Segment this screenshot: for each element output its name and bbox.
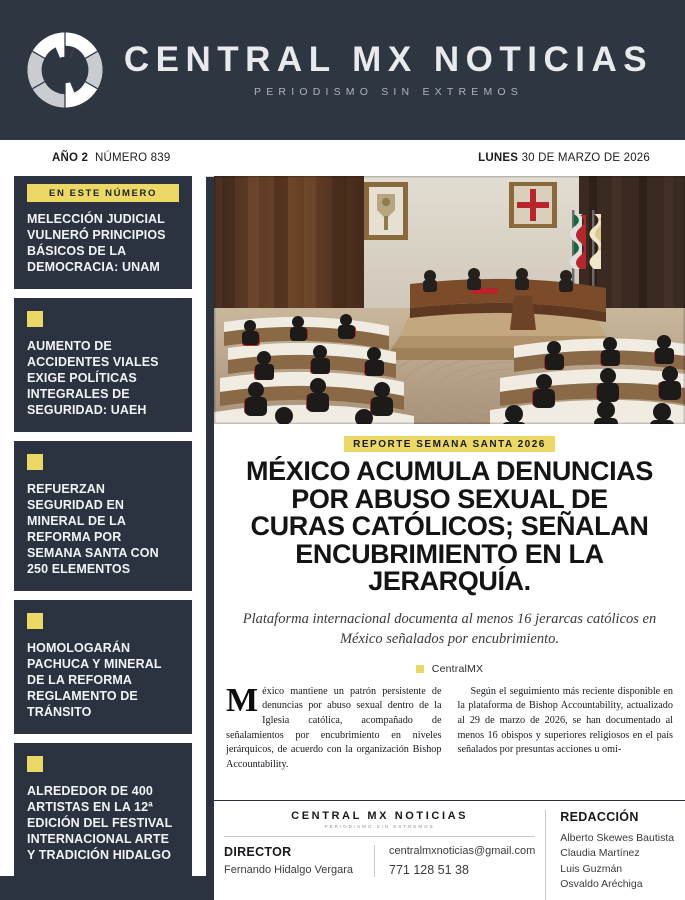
yellow-square-icon (27, 613, 43, 629)
lead-photo (214, 176, 685, 424)
colophon-left (224, 810, 545, 900)
article-column-2 (458, 685, 674, 772)
yellow-square-icon (27, 756, 43, 772)
footer-contact-row (224, 845, 535, 877)
lead-article (214, 424, 685, 800)
sidebar-item-label: HOMOLOGARÁN PACHUCA Y MINERAL DE LA REFORMA REGLAMENTO DE TRÁNSITO (27, 640, 162, 719)
staff-list (560, 831, 675, 892)
sidebar-item-3[interactable] (14, 441, 192, 591)
brand-tagline: PERIODISMO SIN EXTREMOS (254, 86, 523, 98)
byline-author: CentralMX (431, 662, 484, 675)
sidebar-section-banner: EN ESTE NÚMERO (27, 184, 179, 202)
article-kicker: REPORTE SEMANA SANTA 2026 (344, 436, 555, 452)
sidebar-item-label: REFUERZAN SEGURIDAD EN MINERAL DE LA REFORMA POR SEMANA SANTA CON 250 ELEMENTOS (27, 481, 159, 576)
footer-brand-tagline: PERIODISMO SIN EXTREMOS (324, 824, 435, 829)
article-headline (226, 458, 673, 596)
issue-date-text: 30 DE MARZO DE 2026 (521, 152, 650, 164)
brand-block (124, 42, 653, 98)
sidebar-item-2[interactable] (14, 298, 192, 432)
masthead (0, 0, 685, 140)
article-kicker-wrap (226, 434, 673, 452)
sidebar-item-4[interactable] (14, 600, 192, 734)
footer-brand-title: CENTRAL MX NOTICIAS (291, 810, 469, 822)
sidebar-item-label: AUMENTO DE ACCIDENTES VIALES EXIGE POLÍTICAS INTEGRALES DE SEGURIDAD: UAEH (27, 338, 159, 417)
issue-info-bar (0, 140, 685, 177)
issue-identifier (52, 152, 170, 164)
article-deck: Plataforma internacional documenta al menos 16 jerarcas católicos en México señalados por encubrimiento. (242, 610, 657, 648)
contact-phone[interactable]: 771 128 51 38 (389, 863, 469, 877)
footer-brand (224, 810, 535, 829)
sidebar-item-label: MELECCIÓN JUDICIAL VULNERÓ PRINCIPIOS BÁSICOS DE LA DEMOCRACIA: UNAM (27, 211, 166, 274)
issue-weekday: LUNES (478, 152, 519, 164)
staff-label: REDACCIÓN (560, 810, 639, 824)
sidebar-in-this-issue (0, 176, 206, 876)
staff-member: Luis Guzmán (560, 862, 623, 875)
colophon-footer (214, 800, 685, 900)
yellow-square-icon (416, 665, 424, 673)
camera-aperture-icon (26, 31, 104, 109)
headline-line-3: CURAS CATÓLICOS; SEÑALAN (250, 511, 649, 542)
brand-title: CENTRAL MX NOTICIAS (123, 40, 654, 79)
issue-date (478, 152, 650, 164)
contact-email[interactable]: centralmxnoticias@gmail.com (389, 845, 536, 857)
article-column-2-text: Según el seguimiento más reciente disponible en la plataforma de Bishop Accountability, actualizado al 29 de marzo de 2026, se han documentado al menos 16 obispos y superiores religiosos en el país señalados por presuntas acciones u omi- (457, 685, 673, 756)
article-body-columns (226, 681, 673, 772)
director-name: Fernando Hidalgo Vergara (224, 864, 354, 876)
headline-line-4: ENCUBRIMIENTO EN LA JERARQUÍA. (295, 538, 604, 597)
staff-member: Osvaldo Aréchiga (560, 877, 643, 890)
footer-divider (224, 836, 535, 837)
staff-block (545, 810, 675, 900)
issue-year: AÑO 2 (52, 152, 89, 164)
headline-line-2: POR ABUSO SEXUAL DE (291, 483, 608, 514)
director-block (224, 845, 374, 877)
sidebar-item-1[interactable] (14, 176, 192, 289)
yellow-square-icon (27, 311, 43, 327)
staff-member: Claudia Martínez (560, 847, 640, 860)
sidebar-item-5[interactable] (14, 743, 192, 877)
yellow-square-icon (27, 454, 43, 470)
issue-number: NÚMERO 839 (94, 152, 171, 164)
sidebar-item-label: ALREDEDOR DE 400 ARTISTAS EN LA 12ª EDICIÓN DEL FESTIVAL INTERNACIONAL ARTE Y TRADICIÓN HIDALGO (27, 783, 173, 862)
contact-block (374, 845, 535, 877)
article-column-1-text: México mantiene un patrón persistente de denuncias por abuso sexual dentro de la Iglesia católica, acompañado de señalamientos por encubrimiento en niveles jerárquicos, de acuerdo con la organización Bishop Accountability. (226, 681, 442, 770)
article-byline (226, 663, 673, 675)
staff-member: Alberto Skewes Bautista (560, 832, 675, 844)
headline-line-1: MÉXICO ACUMULA DENUNCIAS (246, 456, 653, 486)
article-column-1 (226, 681, 442, 772)
director-label: DIRECTOR (224, 845, 292, 859)
